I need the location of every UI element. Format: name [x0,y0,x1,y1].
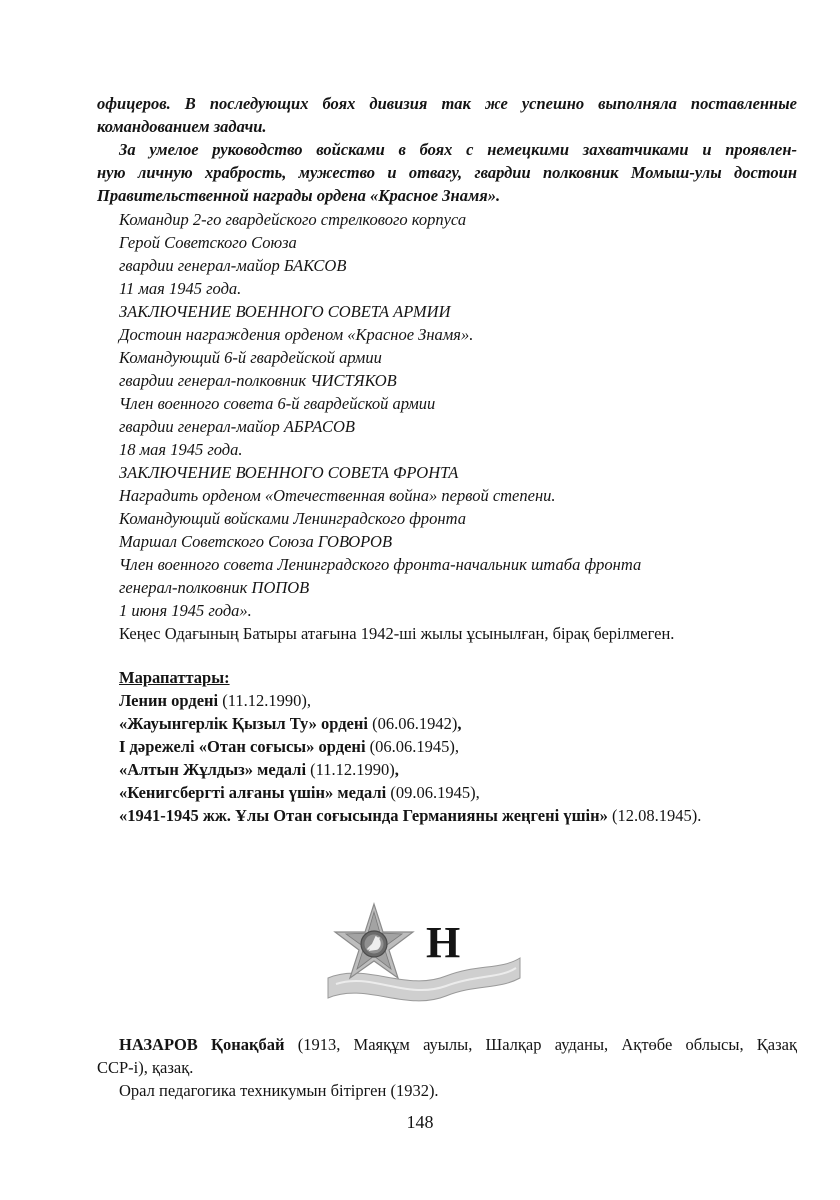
quote-line: 11 мая 1945 года. [119,279,242,298]
awards-section [97,666,797,827]
order-star-icon [335,904,413,978]
quote-line: Командующий войсками Ленинградского фронта [119,509,466,528]
award-punct: , [394,760,399,779]
quote-line: гвардии генерал-майор АБРАСОВ [119,417,355,436]
award-item [97,712,797,735]
person-name: НАЗАРОВ Қонақбай [119,1035,285,1054]
award-date: (11.12.1990) [218,691,307,710]
quote-line: ЗАКЛЮЧЕНИЕ ВОЕННОГО СОВЕТА ФРОНТА [119,463,459,482]
award-name: «1941-1945 жж. Ұлы Отан соғысында Германияны жеңгені үшін» [119,806,608,825]
award-date: (09.06.1945) [386,783,476,802]
awards-heading: Марапаттары: [119,668,230,687]
citation-quote-block [97,208,797,645]
text-line: ССР-і), қазақ. [97,1058,194,1077]
quote-line: Наградить орденом «Отечественная война» первой степени. [119,486,556,505]
section-letter: Н [426,918,461,967]
quote-line: гвардии генерал-майор БАКСОВ [119,256,347,275]
award-date: (11.12.1990) [306,760,395,779]
quote-line: Командующий 6-й гвардейской армии [119,348,382,367]
text-line: Орал педагогика техникумын бітірген (1932). [119,1081,439,1100]
quote-line: ЗАКЛЮЧЕНИЕ ВОЕННОГО СОВЕТА АРМИИ [119,302,451,321]
award-date: (06.06.1945) [365,737,455,756]
quote-line: 18 мая 1945 года. [119,440,243,459]
nazarov-entry [97,1033,797,1102]
award-name: I дәрежелі «Отан соғысы» ордені [119,737,366,756]
quote-line: Достоин награждения орденом «Красное Знамя». [119,325,474,344]
text-line: офицеров. В последующих боях дивизия так же успешно выполняла поставленные [97,94,797,113]
award-punct: , [475,783,480,802]
award-punct: , [457,714,462,733]
kazakh-note: Кеңес Одағының Батыры атағына 1942-ші жылы ұсынылған, бірақ берілмеген. [119,624,675,643]
award-name: «Кенигсбергті алғаны үшін» медалі [119,783,387,802]
quote-line: Член военного совета 6-й гвардейской армии [119,394,436,413]
award-item [97,758,797,781]
quote-line: Член военного совета Ленинградского фронта-начальник штаба фронта [119,555,642,574]
quote-line: Командир 2-го гвардейского стрелкового корпуса [119,210,467,229]
award-item [97,735,797,758]
award-punct: , [306,691,312,710]
text-line: НАЗАРОВ Қонақбай (1913, Маяқұм ауылы, Шалқар ауданы, Ақтөбе облысы, Қазақ [119,1035,797,1054]
award-date: (12.08.1945) [607,806,698,825]
text-line: За умелое руководство войсками в боях с немецкими захватчиками и проявлен- [119,140,797,159]
award-date: (06.06.1942) [367,714,458,733]
award-item [97,781,797,804]
text-line: ную личную храбрость, мужество и отвагу, гвардии полковник Момыш-улы достоин [97,163,797,182]
section-letter-emblem [326,900,522,1012]
award-item [97,689,797,712]
award-name: «Алтын Жұлдыз» медалі [119,760,307,779]
award-item [97,804,797,827]
award-punct: . [697,806,702,825]
page-number: 148 [406,1112,434,1132]
quote-line: 1 июня 1945 года». [119,601,252,620]
quote-line: Маршал Советского Союза ГОВОРОВ [119,532,393,551]
award-name: Ленин ордені [119,691,219,710]
intro-paragraph [97,92,797,207]
quote-line: Герой Советского Союза [119,233,297,252]
award-punct: , [454,737,460,756]
quote-line: гвардии генерал-полковник ЧИСТЯКОВ [119,371,397,390]
text-line: Правительственной награды ордена «Красное Знамя». [97,186,501,205]
text-line: командованием задачи. [97,117,267,136]
quote-line: генерал-полковник ПОПОВ [119,578,310,597]
award-name: «Жауынгерлік Қызыл Ту» ордені [119,714,368,733]
